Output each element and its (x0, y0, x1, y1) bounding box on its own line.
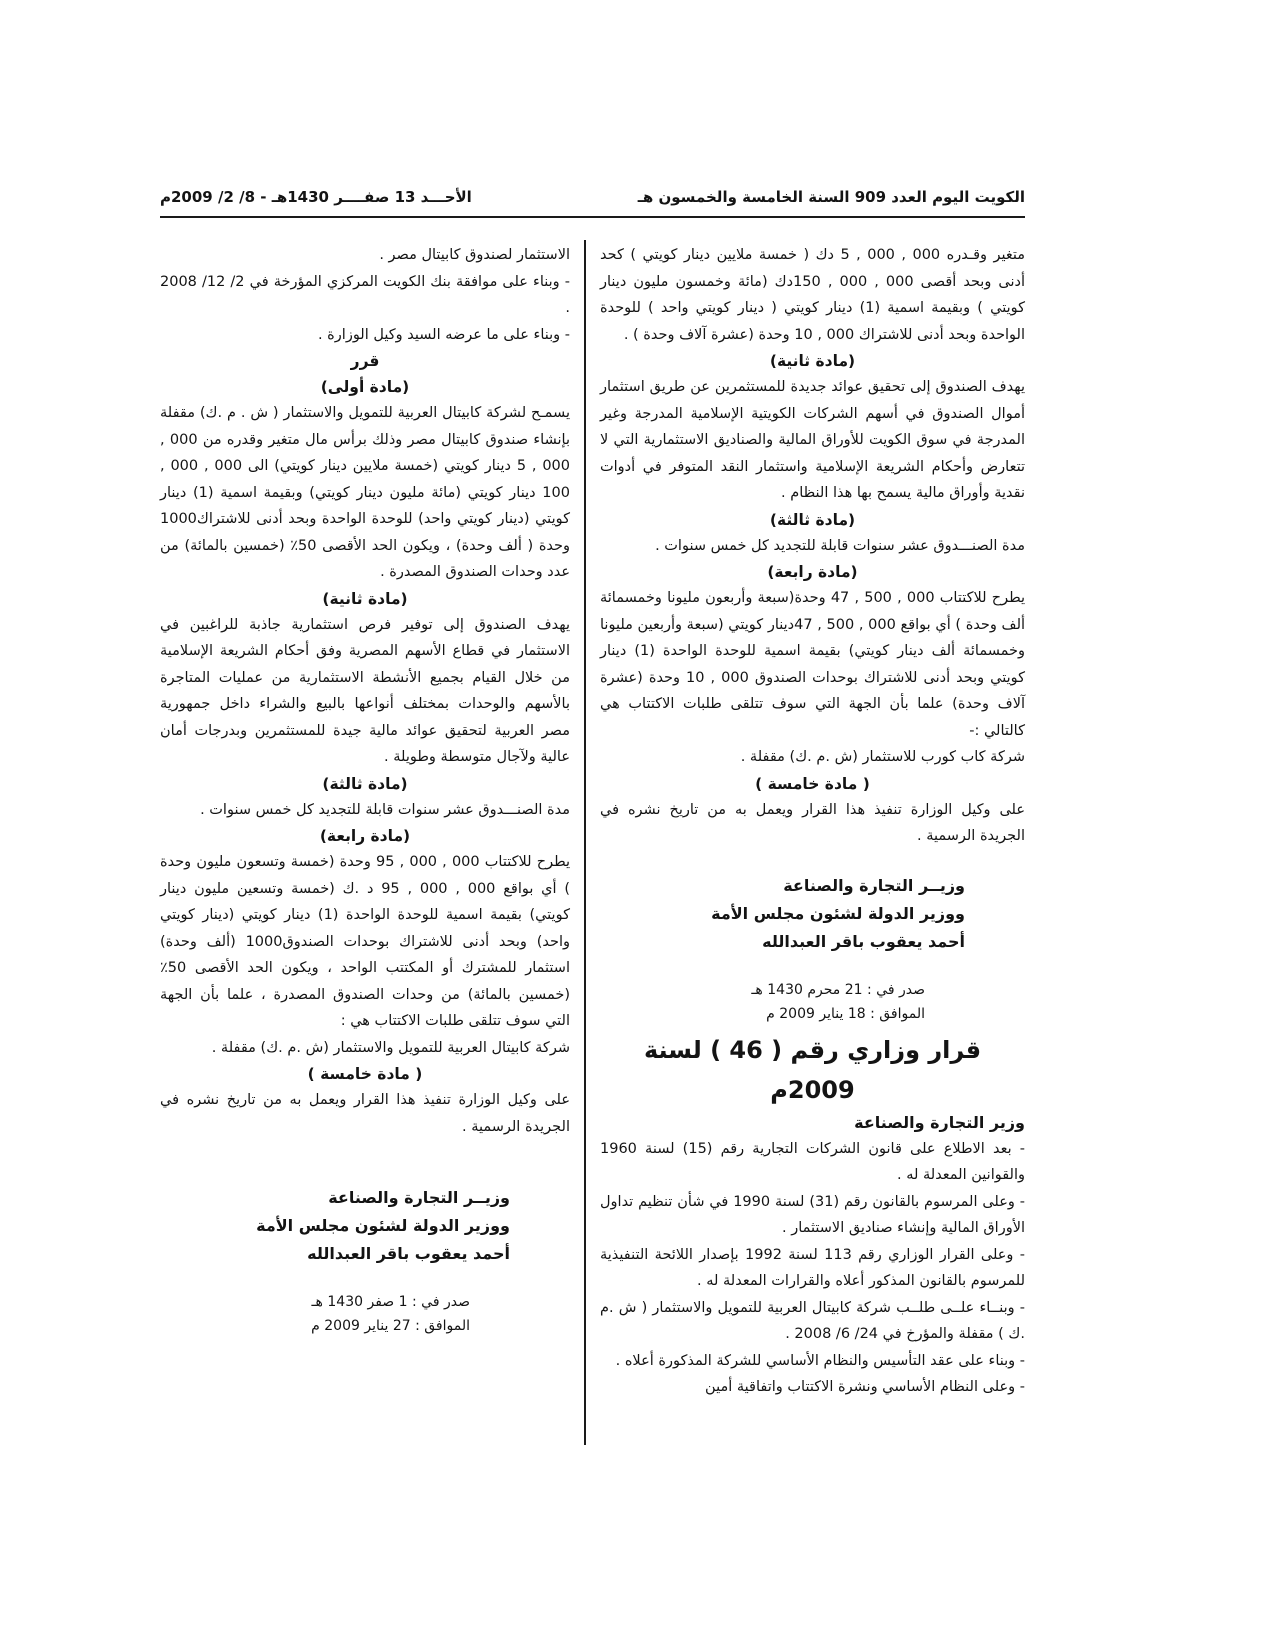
paragraph: على وكيل الوزارة تنفيذ هذا القرار ويعمل به من تاريخ نشره في الجريدة الرسمية . (600, 801, 1025, 844)
spacer (600, 956, 1025, 978)
paragraph: - وبناء على موافقة بنك الكويت المركزي المؤرخة في 2/ 12/ 2008 . (160, 273, 570, 316)
paragraph: مدة الصنـــدوق عشر سنوات قابلة للتجديد كل خمس سنوات . (200, 801, 570, 818)
right-column (600, 242, 1025, 1401)
article-heading: (مادة ثانية) (769, 352, 856, 370)
paragraph: يطرح للاكتتاب 000 , 500 , 47 وحدة(سبعة وأربعون مليونا وخمسمائة ألف وحدة ) أي بواقع 000 , 500 , 47دينار كويتي (سبعة وأربعين مليونا وخمسمائة ألف دينار كويتي) بقيمة اسمية للوحدة الواحدة (1) دينار كويتي وبحد أدنى للاشتراك بوحدات الصندوق 000 , 10 وحدة (عشرة آلاف وحدة) علما بأن الجهة التي سوف تتلقى طلبات الاكتتاب هي كالتالي :- (600, 590, 1026, 739)
paragraph: شركة كابيتال العربية للتمويل والاستثمار (ش .م .ك) مقفلة . (211, 1039, 570, 1056)
issue-date-gregorian: الموافق : 18 يناير 2009 م (766, 1005, 925, 1022)
issue-date: صدر في : 21 محرم 1430 هـ (751, 981, 925, 998)
article-heading: (مادة رابعة) (319, 827, 411, 845)
page-header (160, 186, 1025, 218)
paragraph: - وبنــاء علــى طلــب شركة كابيتال العربية للتمويل والاستثمار ( ش .م .ك ) مقفلة والمؤرخ في 24/ 6/ 2008 . (600, 1299, 1025, 1342)
paragraph: - وعلى المرسوم بالقانون رقم (31) لسنة 1990 في شأن تنظيم تداول الأوراق المالية وإنشاء صناديق الاستثمار . (600, 1193, 1025, 1236)
decision-heading: قرر (350, 352, 380, 370)
decree-issuer: وزير التجارة والصناعة (854, 1112, 1025, 1132)
article-heading: (مادة رابعة) (767, 563, 858, 581)
article-heading: (مادة أولى) (320, 378, 410, 396)
signature-title: ووزير الدولة لشئون مجلس الأمة (256, 1216, 510, 1235)
article-heading: (مادة ثالثة) (769, 510, 856, 529)
article-heading: (مادة ثانية) (322, 589, 408, 608)
paragraph: - وبناء على عقد التأسيس والنظام الأساسي للشركة المذكورة أعلاه . (615, 1352, 1025, 1369)
signature-title: وزيــر التجارة والصناعة (783, 875, 965, 895)
signature-title: وزيــر التجارة والصناعة (328, 1188, 510, 1207)
column-divider (584, 240, 586, 1445)
header-publication-info: الكويت اليوم العدد 909 السنة الخامسة والخمسون هـ (637, 188, 1025, 206)
paragraph: يسمـح لشركة كابيتال العربية للتمويل والاستثمار ( ش . م .ك) مقفلة بإنشاء صندوق كابيتال مصر وذلك برأس مال متغير وقدره من 000 , 000 , 5 دينار كويتي (خمسة ملايين دينار كويتي) الى 000 , 000 , 100 دينار كويتي (مائة مليون دينار كويتي) وبقيمة اسمية (1) دينار كويتي (دينار كويتي واحد) للوحدة الواحدة وبحد أدنى للاشتراك1000 وحدة ( ألف وحدة) ، ويكون الحد الأقصى 50٪ (خمسين بالمائة) من عدد وحدات الصندوق المصدرة . (160, 405, 571, 580)
paragraph: الاستثمار لصندوق كابيتال مصر . (379, 247, 570, 263)
left-column (160, 242, 570, 1338)
paragraph: - وعلى القرار الوزاري رقم 113 لسنة 1992 بإصدار اللائحة التنفيذية للمرسوم بالقانون المذكور أعلاه والقرارات المعدلة له . (600, 1246, 1025, 1289)
issue-date-gregorian: الموافق : 27 يناير 2009 م (311, 1318, 470, 1334)
signature-name: أحمد يعقوب باقر العبدالله (307, 1244, 510, 1263)
paragraph: - وبناء على ما عرضه السيد وكيل الوزارة . (317, 326, 570, 343)
paragraph: - بعد الاطلاع على قانون الشركات التجارية رقم (15) لسنة 1960 والقوانين المعدلة له . (600, 1140, 1025, 1183)
signature-title: ووزير الدولة لشئون مجلس الأمة (711, 903, 965, 923)
paragraph: شركة كاب كورب للاستثمار (ش .م .ك) مقفلة . (740, 749, 1025, 765)
spacer (160, 1140, 570, 1184)
paragraph: مدة الصنـــدوق عشر سنوات قابلة للتجديد كل خمس سنوات . (655, 537, 1025, 554)
spacer (160, 1268, 570, 1290)
paragraph: يهدف الصندوق إلى تحقيق عوائد جديدة للمستثمرين عن طريق استثمار أموال الصندوق في أسهم الشركات الكويتية الإسلامية المدرجة وغير المدرجة في سوق الكويت للأوراق المالية والصناديق الاستثمارية التي لا تتعارض وأحكام الشريعة الإسلامية واستثمار النقد المتوفر في أدوات نقدية وأوراق مالية يسمح بها هذا النظام . (600, 379, 1025, 501)
article-heading: (مادة ثالثة) (322, 774, 408, 793)
article-heading: ( مادة خامسة ) (307, 1065, 423, 1083)
issue-date: صدر في : 1 صفر 1430 هـ (311, 1294, 470, 1310)
article-heading: ( مادة خامسة ) (755, 774, 870, 793)
paragraph: متغير وقـدره 000 , 000 , 5 دك ( خمسة ملايين دينار كويتي ) كحد أدنى وبحد أقصى 000 , 000 , 150دك (مائة وخمسون مليون دينار كويتي ) وبقيمة اسمية (1) دينار كويتي ( دينار كويتي واحد ) للوحدة الواحدة وبحد أدنى للاشتراك 000 , 10 وحدة (عشرة آلاف وحدة ) . (600, 247, 1026, 343)
paragraph: يهدف الصندوق إلى توفير فرص استثمارية جاذبة للراغبين في الاستثمار في قطاع الأسهم المصرية وفق أحكام الشريعة الإسلامية من خلال القيام بجميع الأنشطة الاستثمارية من عمليات المتاجرة بالأسهم والوحدات بمختلف أنواعها بالبيع والشراء داخل جمهورية مصر العربية لتحقيق عوائد مالية جيدة للمستثمرين وبدرجات أمان عالية ولآجال متوسطة وطويلة . (160, 616, 570, 765)
decree-title: قرار وزاري رقم ( 46 ) لسنة 2009م (643, 1035, 982, 1104)
signature-name: أحمد يعقوب باقر العبدالله (762, 931, 965, 951)
spacer (600, 850, 1025, 872)
header-date: الأحـــد 13 صفــــر 1430هـ - 8/ 2/ 2009م (160, 188, 472, 206)
paragraph: - وعلى النظام الأساسي ونشرة الاكتتاب واتفاقية أمين (705, 1379, 1025, 1395)
paragraph: على وكيل الوزارة تنفيذ هذا القرار ويعمل به من تاريخ نشره في الجريدة الرسمية . (160, 1092, 570, 1135)
paragraph: يطرح للاكتتاب 000 , 000 , 95 وحدة (خمسة وتسعون مليون وحدة ) أي بواقع 000 , 000 , 95 د .ك (خمسة وتسعين مليون دينار كويتي) بقيمة اسمية للوحدة الواحدة (1) دينار كويتي (دينار كويتي واحد) وبحد أدنى للاشتراك بوحدات الصندوق1000 (ألف وحدة) استثمار للمشترك أو المكتتب الواحد ، ويكون الحد الأقصى 50٪ (خمسين بالمائة) من وحدات الصندوق المصدرة ، علما بأن الجهة التي سوف تتلقى طلبات الاكتتاب هي : (160, 854, 571, 1029)
